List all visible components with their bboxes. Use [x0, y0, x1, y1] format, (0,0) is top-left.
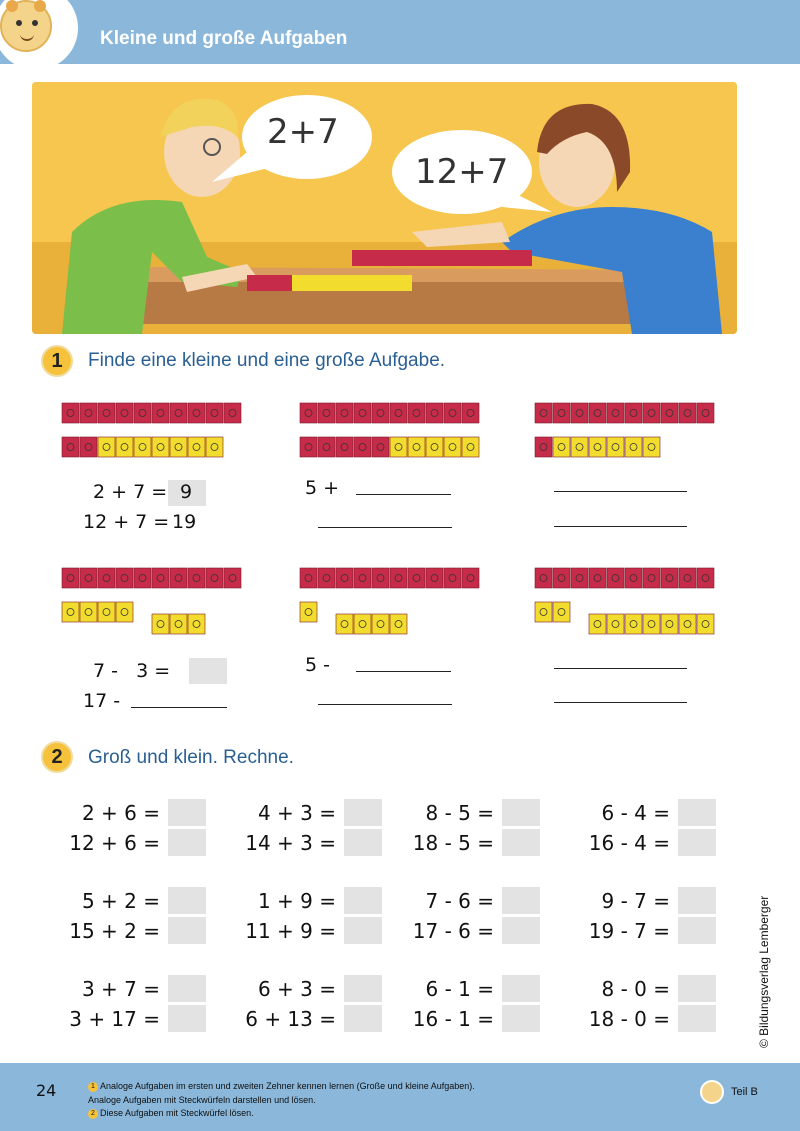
red-cube	[116, 403, 133, 423]
equation-text: 3 + 17 =	[69, 1007, 160, 1031]
answer-line[interactable]	[318, 704, 452, 705]
red-cube	[80, 437, 97, 457]
answer-box[interactable]	[189, 658, 227, 684]
red-cube	[300, 568, 317, 588]
equation-text: 9 - 7 =	[601, 889, 670, 913]
red-cube	[318, 403, 335, 423]
red-cube	[408, 403, 425, 423]
equation-text: 5 +	[305, 477, 340, 499]
yellow-cube	[553, 437, 570, 457]
red-cube	[336, 437, 353, 457]
red-cube	[116, 568, 133, 588]
equation-text: 16 - 1 =	[412, 1007, 494, 1031]
red-cube	[372, 568, 389, 588]
yellow-cube	[188, 437, 205, 457]
answer-line[interactable]	[131, 707, 227, 708]
red-cube	[661, 568, 678, 588]
red-cube	[535, 437, 552, 457]
red-cube	[62, 437, 79, 457]
note-badge-1: 1	[88, 1082, 98, 1092]
yellow-cube	[643, 614, 660, 634]
yellow-cube	[462, 437, 479, 457]
yellow-cube	[170, 437, 187, 457]
red-cube	[462, 568, 479, 588]
footer-note-2: Analoge Aufgaben mit Steckwürfeln darstellen und lösen.	[88, 1095, 316, 1105]
equation-text: 6 - 4 =	[601, 801, 670, 825]
footer-note-1: 1 Analoge Aufgaben im ersten und zweiten Zehner kennen lernen (Große und kleine Aufgaben).	[88, 1081, 475, 1092]
equation-text: 8 - 5 =	[425, 801, 494, 825]
red-cube	[318, 437, 335, 457]
answer-box[interactable]	[678, 829, 716, 856]
red-cube	[170, 403, 187, 423]
equation-text: 17 -	[83, 690, 121, 712]
red-cube	[336, 568, 353, 588]
yellow-cube	[134, 437, 151, 457]
equation-text: 17 - 6 =	[412, 919, 494, 943]
answer-box[interactable]	[344, 1005, 382, 1032]
speech-bubble-left: 2+7	[267, 112, 339, 152]
yellow-cube	[206, 437, 223, 457]
red-cube	[535, 403, 552, 423]
red-cube	[300, 403, 317, 423]
yellow-cube	[152, 614, 169, 634]
answer-box[interactable]	[344, 887, 382, 914]
red-cube	[444, 403, 461, 423]
yellow-cube	[116, 602, 133, 622]
equation-text: 18 - 5 =	[412, 831, 494, 855]
answer-box[interactable]	[502, 887, 540, 914]
footer-note-3: 2 Diese Aufgaben mit Steckwürfel lösen.	[88, 1108, 254, 1119]
answer-box[interactable]	[344, 975, 382, 1002]
page-title: Kleine und große Aufgaben	[100, 28, 348, 49]
answer-box[interactable]	[502, 1005, 540, 1032]
red-cube	[98, 403, 115, 423]
yellow-cube	[643, 437, 660, 457]
copyright-text: © Bildungsverlag Lemberger	[757, 895, 771, 1048]
red-cube	[188, 568, 205, 588]
red-cube	[589, 403, 606, 423]
yellow-cube	[390, 614, 407, 634]
answer-line[interactable]	[554, 526, 687, 527]
tiger-mascot-icon	[0, 0, 52, 52]
yellow-cube	[607, 614, 624, 634]
answer-box[interactable]	[344, 917, 382, 944]
answer-line[interactable]	[318, 527, 452, 528]
red-cube	[62, 403, 79, 423]
equation-text: 15 + 2 =	[69, 919, 160, 943]
red-cube	[571, 403, 588, 423]
equation-text: 18 - 0 =	[588, 1007, 670, 1031]
task-number-badge: 1	[41, 345, 73, 377]
equation-text: 5 -	[305, 654, 330, 676]
red-cube	[206, 568, 223, 588]
red-cube	[408, 568, 425, 588]
yellow-cube	[152, 437, 169, 457]
yellow-cube	[607, 437, 624, 457]
yellow-cube	[426, 437, 443, 457]
yellow-cube	[625, 614, 642, 634]
equation-text: 8 - 0 =	[601, 977, 670, 1001]
red-cube	[679, 568, 696, 588]
yellow-cube	[679, 614, 696, 634]
answer-box[interactable]	[678, 975, 716, 1002]
red-cube	[589, 568, 606, 588]
yellow-cube	[661, 614, 678, 634]
red-cube	[188, 403, 205, 423]
yellow-cube	[535, 602, 552, 622]
red-cube	[354, 437, 371, 457]
equation-text: 11 + 9 =	[245, 919, 336, 943]
answer-box[interactable]	[168, 975, 206, 1002]
answer-line[interactable]	[554, 702, 687, 703]
answer-box[interactable]	[678, 799, 716, 826]
equation-text: 14 + 3 =	[245, 831, 336, 855]
equation-text: 12 + 6 =	[69, 831, 160, 855]
yellow-cube	[390, 437, 407, 457]
red-cube	[625, 568, 642, 588]
yellow-cube	[589, 614, 606, 634]
answer-box[interactable]	[168, 829, 206, 856]
answer-box[interactable]	[678, 1005, 716, 1032]
red-cube	[152, 403, 169, 423]
yellow-cube	[444, 437, 461, 457]
children-illustration	[32, 82, 737, 334]
answer-box[interactable]	[502, 917, 540, 944]
equation-text: 12 + 7 =	[83, 511, 170, 533]
yellow-cube	[354, 614, 371, 634]
yellow-cube	[98, 437, 115, 457]
part-label: Teil B	[731, 1086, 758, 1098]
answer-box[interactable]	[168, 799, 206, 826]
red-cube	[607, 568, 624, 588]
red-cube	[372, 437, 389, 457]
red-cube	[354, 403, 371, 423]
red-cube	[300, 437, 317, 457]
red-cube	[152, 568, 169, 588]
red-cube	[607, 403, 624, 423]
answer-box[interactable]	[344, 799, 382, 826]
red-cube	[697, 403, 714, 423]
yellow-cube	[408, 437, 425, 457]
red-cube	[206, 403, 223, 423]
red-cube	[62, 568, 79, 588]
red-cube	[553, 568, 570, 588]
yellow-cube	[80, 602, 97, 622]
answer-line[interactable]	[356, 494, 451, 495]
red-cube	[354, 568, 371, 588]
answer-box[interactable]	[502, 975, 540, 1002]
equation-text: 5 + 2 =	[81, 889, 160, 913]
red-cube	[80, 403, 97, 423]
red-cube	[697, 568, 714, 588]
task-number-badge: 2	[41, 741, 73, 773]
red-cube	[661, 403, 678, 423]
answer-line[interactable]	[356, 671, 451, 672]
answer-line[interactable]	[554, 491, 687, 492]
yellow-cube	[625, 437, 642, 457]
equation-text: 3 + 7 =	[81, 977, 160, 1001]
red-cube	[643, 568, 660, 588]
equation-text: 4 + 3 =	[257, 801, 336, 825]
equation-text: 6 + 3 =	[257, 977, 336, 1001]
note-badge-2: 2	[88, 1109, 98, 1119]
equation-text: 2 + 7 =	[93, 481, 168, 503]
red-cube	[134, 403, 151, 423]
yellow-cube	[116, 437, 133, 457]
red-cube	[679, 403, 696, 423]
equation-text: 6 - 1 =	[425, 977, 494, 1001]
answer-box[interactable]	[168, 887, 206, 914]
answer-box[interactable]	[168, 917, 206, 944]
yellow-cube	[188, 614, 205, 634]
red-cube	[224, 568, 241, 588]
red-cube	[571, 568, 588, 588]
yellow-cube	[170, 614, 187, 634]
equation-text: 7 - 3 =	[93, 660, 171, 682]
red-cube	[80, 568, 97, 588]
yellow-cube	[98, 602, 115, 622]
red-cube	[444, 568, 461, 588]
answer-box[interactable]	[344, 829, 382, 856]
yellow-cube	[589, 437, 606, 457]
yellow-cube	[571, 437, 588, 457]
equation-text: 1 + 9 =	[257, 889, 336, 913]
tiger-mascot-small-icon	[700, 1080, 724, 1104]
yellow-cube	[372, 614, 389, 634]
task-heading: Finde eine kleine und eine große Aufgabe.	[88, 350, 446, 371]
answer-box[interactable]	[502, 799, 540, 826]
yellow-cube	[336, 614, 353, 634]
answer-value: 19	[172, 511, 197, 533]
page-number: 24	[36, 1081, 57, 1100]
task-heading: Groß und klein. Rechne.	[88, 747, 294, 768]
speech-bubble-right: 12+7	[415, 152, 509, 192]
answer-value: 9	[180, 481, 193, 503]
yellow-cube	[300, 602, 317, 622]
answer-box[interactable]	[502, 829, 540, 856]
answer-line[interactable]	[554, 668, 687, 669]
answer-box[interactable]	[168, 1005, 206, 1032]
red-cube	[625, 403, 642, 423]
red-cube	[224, 403, 241, 423]
red-cube	[336, 403, 353, 423]
red-cube	[318, 568, 335, 588]
red-cube	[134, 568, 151, 588]
red-cube	[553, 403, 570, 423]
red-cube	[643, 403, 660, 423]
illustration	[32, 82, 737, 334]
equation-text: 19 - 7 =	[588, 919, 670, 943]
red-cube	[372, 403, 389, 423]
red-cube	[426, 403, 443, 423]
equation-text: 16 - 4 =	[588, 831, 670, 855]
red-cube	[390, 568, 407, 588]
red-cube	[170, 568, 187, 588]
yellow-cube	[553, 602, 570, 622]
red-cube	[98, 568, 115, 588]
equation-text: 6 + 13 =	[245, 1007, 336, 1031]
equation-text: 2 + 6 =	[81, 801, 160, 825]
equation-text: 7 - 6 =	[425, 889, 494, 913]
answer-box[interactable]	[678, 917, 716, 944]
red-cube	[462, 403, 479, 423]
yellow-cube	[697, 614, 714, 634]
red-cube	[426, 568, 443, 588]
answer-box[interactable]	[678, 887, 716, 914]
red-cube	[390, 403, 407, 423]
red-cube	[535, 568, 552, 588]
yellow-cube	[62, 602, 79, 622]
